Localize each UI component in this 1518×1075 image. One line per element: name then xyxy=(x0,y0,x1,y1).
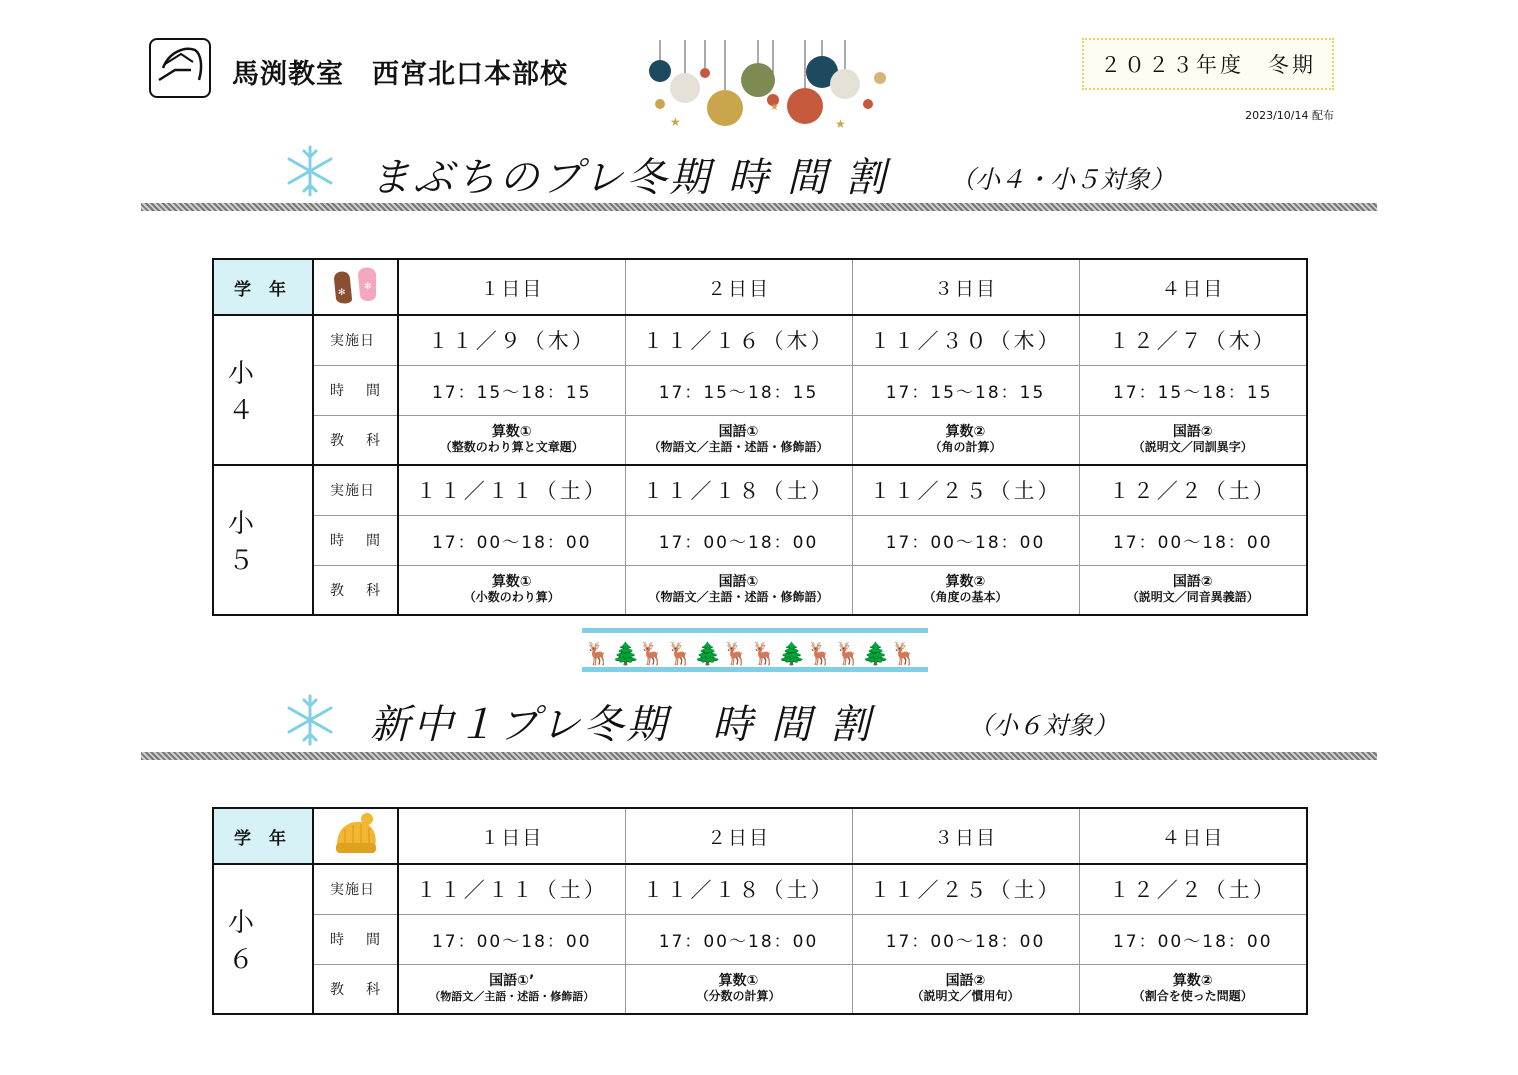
section2-subtitle: （小６対象） xyxy=(968,711,1119,740)
svg-text:★: ★ xyxy=(770,102,779,113)
section1-timetable xyxy=(212,258,1308,616)
knit-hat-icon xyxy=(313,808,398,864)
svg-text:🦌: 🦌 xyxy=(750,642,778,667)
date-cell: １１／１１（土） xyxy=(398,465,625,515)
subject-name: 算数② xyxy=(945,574,986,591)
subject-cell xyxy=(398,415,625,465)
date-cell: １１／１８（土） xyxy=(625,864,852,914)
subject-name: 算数① xyxy=(491,424,532,441)
section1-divider xyxy=(141,203,1377,211)
subject-topic: （整数のわり算と文章題） xyxy=(439,440,584,455)
svg-text:🌲: 🌲 xyxy=(862,642,890,667)
date-cell: １１／９（木） xyxy=(398,315,625,365)
time-cell: 17：00～18：00 xyxy=(398,914,625,964)
subject-name: 国語①’ xyxy=(489,973,535,990)
subject-cell xyxy=(852,565,1079,615)
distribution-date: 2023/10/14 配布 xyxy=(1245,109,1334,122)
row-label-subject: 教 科 xyxy=(313,565,398,615)
subject-cell xyxy=(398,565,625,615)
subject-topic: （説明文／同訓異字） xyxy=(1132,440,1253,455)
subject-name: 国語① xyxy=(718,424,759,441)
time-cell: 17：00～18：00 xyxy=(852,914,1079,964)
subject-cell xyxy=(1079,565,1307,615)
day-header: ３日目 xyxy=(852,259,1079,315)
time-cell: 17：00～18：00 xyxy=(625,914,852,964)
school-name: 馬渕教室 西宮北口本部校 xyxy=(232,59,568,90)
time-cell: 17：00～18：00 xyxy=(1079,914,1307,964)
date-cell: １１／１８（土） xyxy=(625,465,852,515)
time-cell: 17：15～18：15 xyxy=(398,365,625,415)
row-label-time: 時 間 xyxy=(313,365,398,415)
grade-label: 小 ６ xyxy=(213,864,313,1014)
subject-cell xyxy=(1079,415,1307,465)
subject-topic: （説明文／慣用句） xyxy=(911,989,1020,1004)
time-cell: 17：15～18：15 xyxy=(852,365,1079,415)
row-label-subject: 教 科 xyxy=(313,415,398,465)
season-label: ２０２３年度 冬期 xyxy=(1082,38,1334,90)
date-cell: １２／２（土） xyxy=(1079,864,1307,914)
section1-title: まぶちのプレ冬期 時 間 割 xyxy=(370,155,889,201)
row-label-date: 実施日 xyxy=(313,864,398,914)
subject-name: 国語② xyxy=(945,973,986,990)
svg-text:🦌: 🦌 xyxy=(834,642,862,667)
subject-name: 国語① xyxy=(718,574,759,591)
subject-topic: （説明文／同音異義語） xyxy=(1126,590,1259,605)
subject-cell xyxy=(852,964,1079,1014)
subject-topic: （分数の計算） xyxy=(696,989,781,1004)
day-header: １日目 xyxy=(398,808,625,864)
svg-text:★: ★ xyxy=(670,115,681,129)
section1-subtitle: （小４・小５対象） xyxy=(950,165,1176,194)
time-cell: 17：00～18：00 xyxy=(1079,515,1307,565)
subject-cell xyxy=(625,964,852,1014)
subject-topic: （角の計算） xyxy=(929,440,1002,455)
day-header: ３日目 xyxy=(852,808,1079,864)
svg-text:🌲: 🌲 xyxy=(694,642,722,667)
subject-topic: （物語文／主語・述語・修飾語） xyxy=(648,440,829,455)
svg-text:★: ★ xyxy=(835,117,846,131)
row-label-subject: 教 科 xyxy=(313,964,398,1014)
day-header: ２日目 xyxy=(625,259,852,315)
snowflake-icon xyxy=(282,143,338,199)
subject-name: 算数① xyxy=(718,973,759,990)
subject-name: 算数① xyxy=(491,574,532,591)
svg-text:🦌: 🦌 xyxy=(638,642,666,667)
horse-logo-icon xyxy=(149,38,211,98)
date-cell: １１／２５（土） xyxy=(852,465,1079,515)
subject-cell xyxy=(1079,964,1307,1014)
date-cell: １２／２（土） xyxy=(1079,465,1307,515)
time-cell: 17：00～18：00 xyxy=(398,515,625,565)
svg-text:🌲: 🌲 xyxy=(778,642,806,667)
grade-label: 小 ４ xyxy=(213,315,313,465)
grade-label: 小 ５ xyxy=(213,465,313,615)
grade-header: 学 年 xyxy=(213,259,313,315)
row-label-date: 実施日 xyxy=(313,315,398,365)
grade-header: 学 年 xyxy=(213,808,313,864)
snowflake-icon xyxy=(282,692,338,748)
section2-timetable xyxy=(212,807,1308,1015)
subject-cell xyxy=(398,964,625,1014)
svg-text:🦌: 🦌 xyxy=(584,642,612,667)
row-label-time: 時 間 xyxy=(313,914,398,964)
time-cell: 17：00～18：00 xyxy=(852,515,1079,565)
date-cell: １１／１６（木） xyxy=(625,315,852,365)
mittens-icon xyxy=(313,259,398,315)
subject-topic: （物語文／主語・述語・修飾語） xyxy=(429,990,595,1004)
day-header: ２日目 xyxy=(625,808,852,864)
subject-name: 国語② xyxy=(1172,424,1213,441)
subject-cell xyxy=(625,415,852,465)
time-cell: 17：15～18：15 xyxy=(1079,365,1307,415)
svg-text:✻: ✻ xyxy=(337,288,346,298)
svg-text:🌲: 🌲 xyxy=(612,642,640,667)
reindeer-knit-banner-icon xyxy=(582,628,928,672)
day-header: ４日目 xyxy=(1079,259,1307,315)
subject-name: 国語② xyxy=(1172,574,1213,591)
row-label-date: 実施日 xyxy=(313,465,398,515)
svg-text:🦌: 🦌 xyxy=(722,642,750,667)
section2-divider xyxy=(141,752,1377,760)
subject-topic: （角度の基本） xyxy=(923,590,1008,605)
day-header: １日目 xyxy=(398,259,625,315)
date-cell: １１／２５（土） xyxy=(852,864,1079,914)
subject-topic: （小数のわり算） xyxy=(463,590,560,605)
date-cell: １２／７（木） xyxy=(1079,315,1307,365)
row-label-time: 時 間 xyxy=(313,515,398,565)
day-header: ４日目 xyxy=(1079,808,1307,864)
svg-text:🦌: 🦌 xyxy=(666,642,694,667)
date-cell: １１／１１（土） xyxy=(398,864,625,914)
subject-name: 算数② xyxy=(945,424,986,441)
time-cell: 17：00～18：00 xyxy=(625,515,852,565)
subject-cell xyxy=(852,415,1079,465)
svg-text:✻: ✻ xyxy=(363,282,372,292)
date-cell: １１／３０（木） xyxy=(852,315,1079,365)
time-cell: 17：15～18：15 xyxy=(625,365,852,415)
section2-title: 新中１プレ冬期 時 間 割 xyxy=(370,702,873,748)
subject-topic: （物語文／主語・述語・修飾語） xyxy=(648,590,829,605)
subject-cell xyxy=(625,565,852,615)
subject-name: 算数② xyxy=(1172,973,1213,990)
svg-text:🦌: 🦌 xyxy=(890,642,918,667)
yarn-ornaments-icon xyxy=(640,40,890,135)
subject-topic: （割合を使った問題） xyxy=(1132,989,1253,1004)
svg-text:🦌: 🦌 xyxy=(806,642,834,667)
